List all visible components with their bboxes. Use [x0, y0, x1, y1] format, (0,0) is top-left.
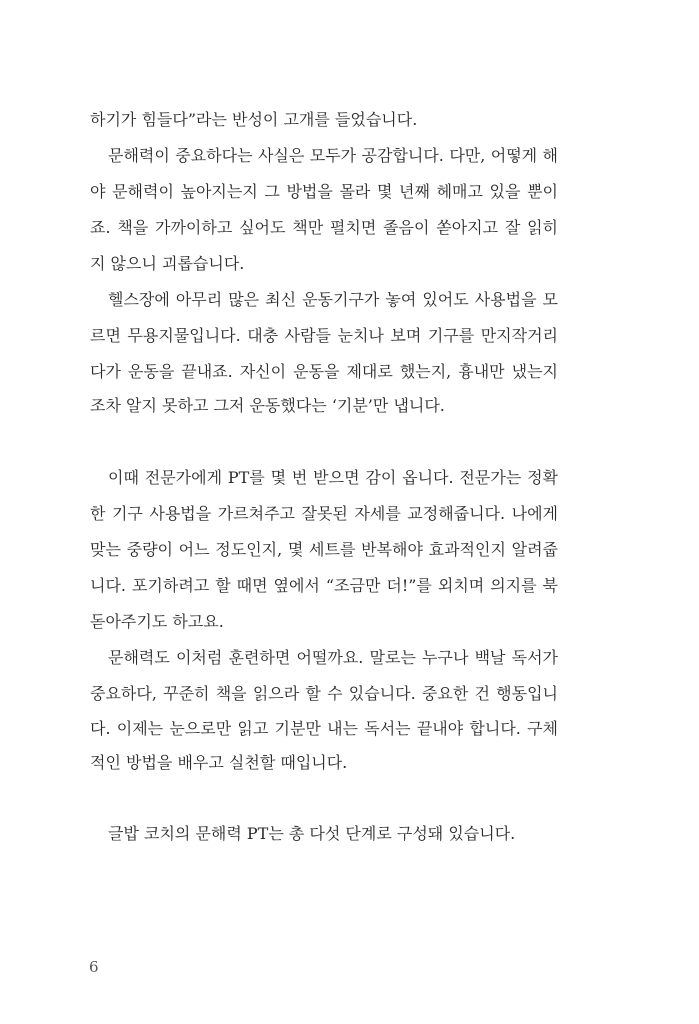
page-number: 6 [89, 958, 99, 976]
text-line: 돋아주기도 하고요. [90, 612, 224, 631]
text-line: 적인 방법을 배우고 실천할 때입니다. [90, 753, 348, 772]
text-line: 헬스장에 아무리 많은 최신 운동기구가 놓여 있어도 사용법을 모 [108, 290, 558, 309]
text-line: 다. 이제는 눈으로만 읽고 기분만 내는 독서는 끝내야 합니다. 구체 [90, 719, 558, 738]
text-line: 문해력도 이처럼 훈련하면 어떨까요. 말로는 누구나 백날 독서가 [108, 648, 558, 667]
text-line: 맞는 중량이 어느 정도인지, 몇 세트를 반복해야 효과적인지 알려줍 [90, 540, 558, 559]
text-line: 글밥 코치의 문해력 PT는 총 다섯 단계로 구성돼 있습니다. [108, 824, 516, 843]
text-line: 죠. 책을 가까이하고 싶어도 책만 펼치면 졸음이 쏟아지고 잘 읽히 [90, 218, 558, 237]
text-line: 중요하다, 꾸준히 책을 읽으라 할 수 있습니다. 중요한 건 행동입니 [90, 684, 558, 703]
text-line: 한 기구 사용법을 가르쳐주고 잘못된 자세를 교정해줍니다. 나에게 [90, 504, 558, 523]
text-line: 문해력이 중요하다는 사실은 모두가 공감합니다. 다만, 어떻게 해 [108, 146, 558, 165]
text-line: 지 않으니 괴롭습니다. [90, 254, 245, 273]
text-line: 하기가 힘들다”라는 반성이 고개를 들었습니다. [90, 110, 418, 129]
text-line: 니다. 포기하려고 할 때면 옆에서 “조금만 더!”를 외치며 의지를 북 [90, 576, 558, 595]
text-line: 르면 무용지물입니다. 대충 사람들 눈치나 보며 기구를 만지작거리 [90, 326, 558, 345]
text-line: 야 문해력이 높아지는지 그 방법을 몰라 몇 년째 헤매고 있을 뿐이 [90, 182, 558, 201]
text-line: 조차 알지 못하고 그저 운동했다는 ‘기분’만 냅니다. [90, 396, 445, 415]
text-line: 다가 운동을 끝내죠. 자신이 운동을 제대로 했는지, 흉내만 냈는지 [90, 362, 558, 381]
text-line: 이때 전문가에게 PT를 몇 번 받으면 감이 옵니다. 전문가는 정확 [108, 468, 558, 487]
